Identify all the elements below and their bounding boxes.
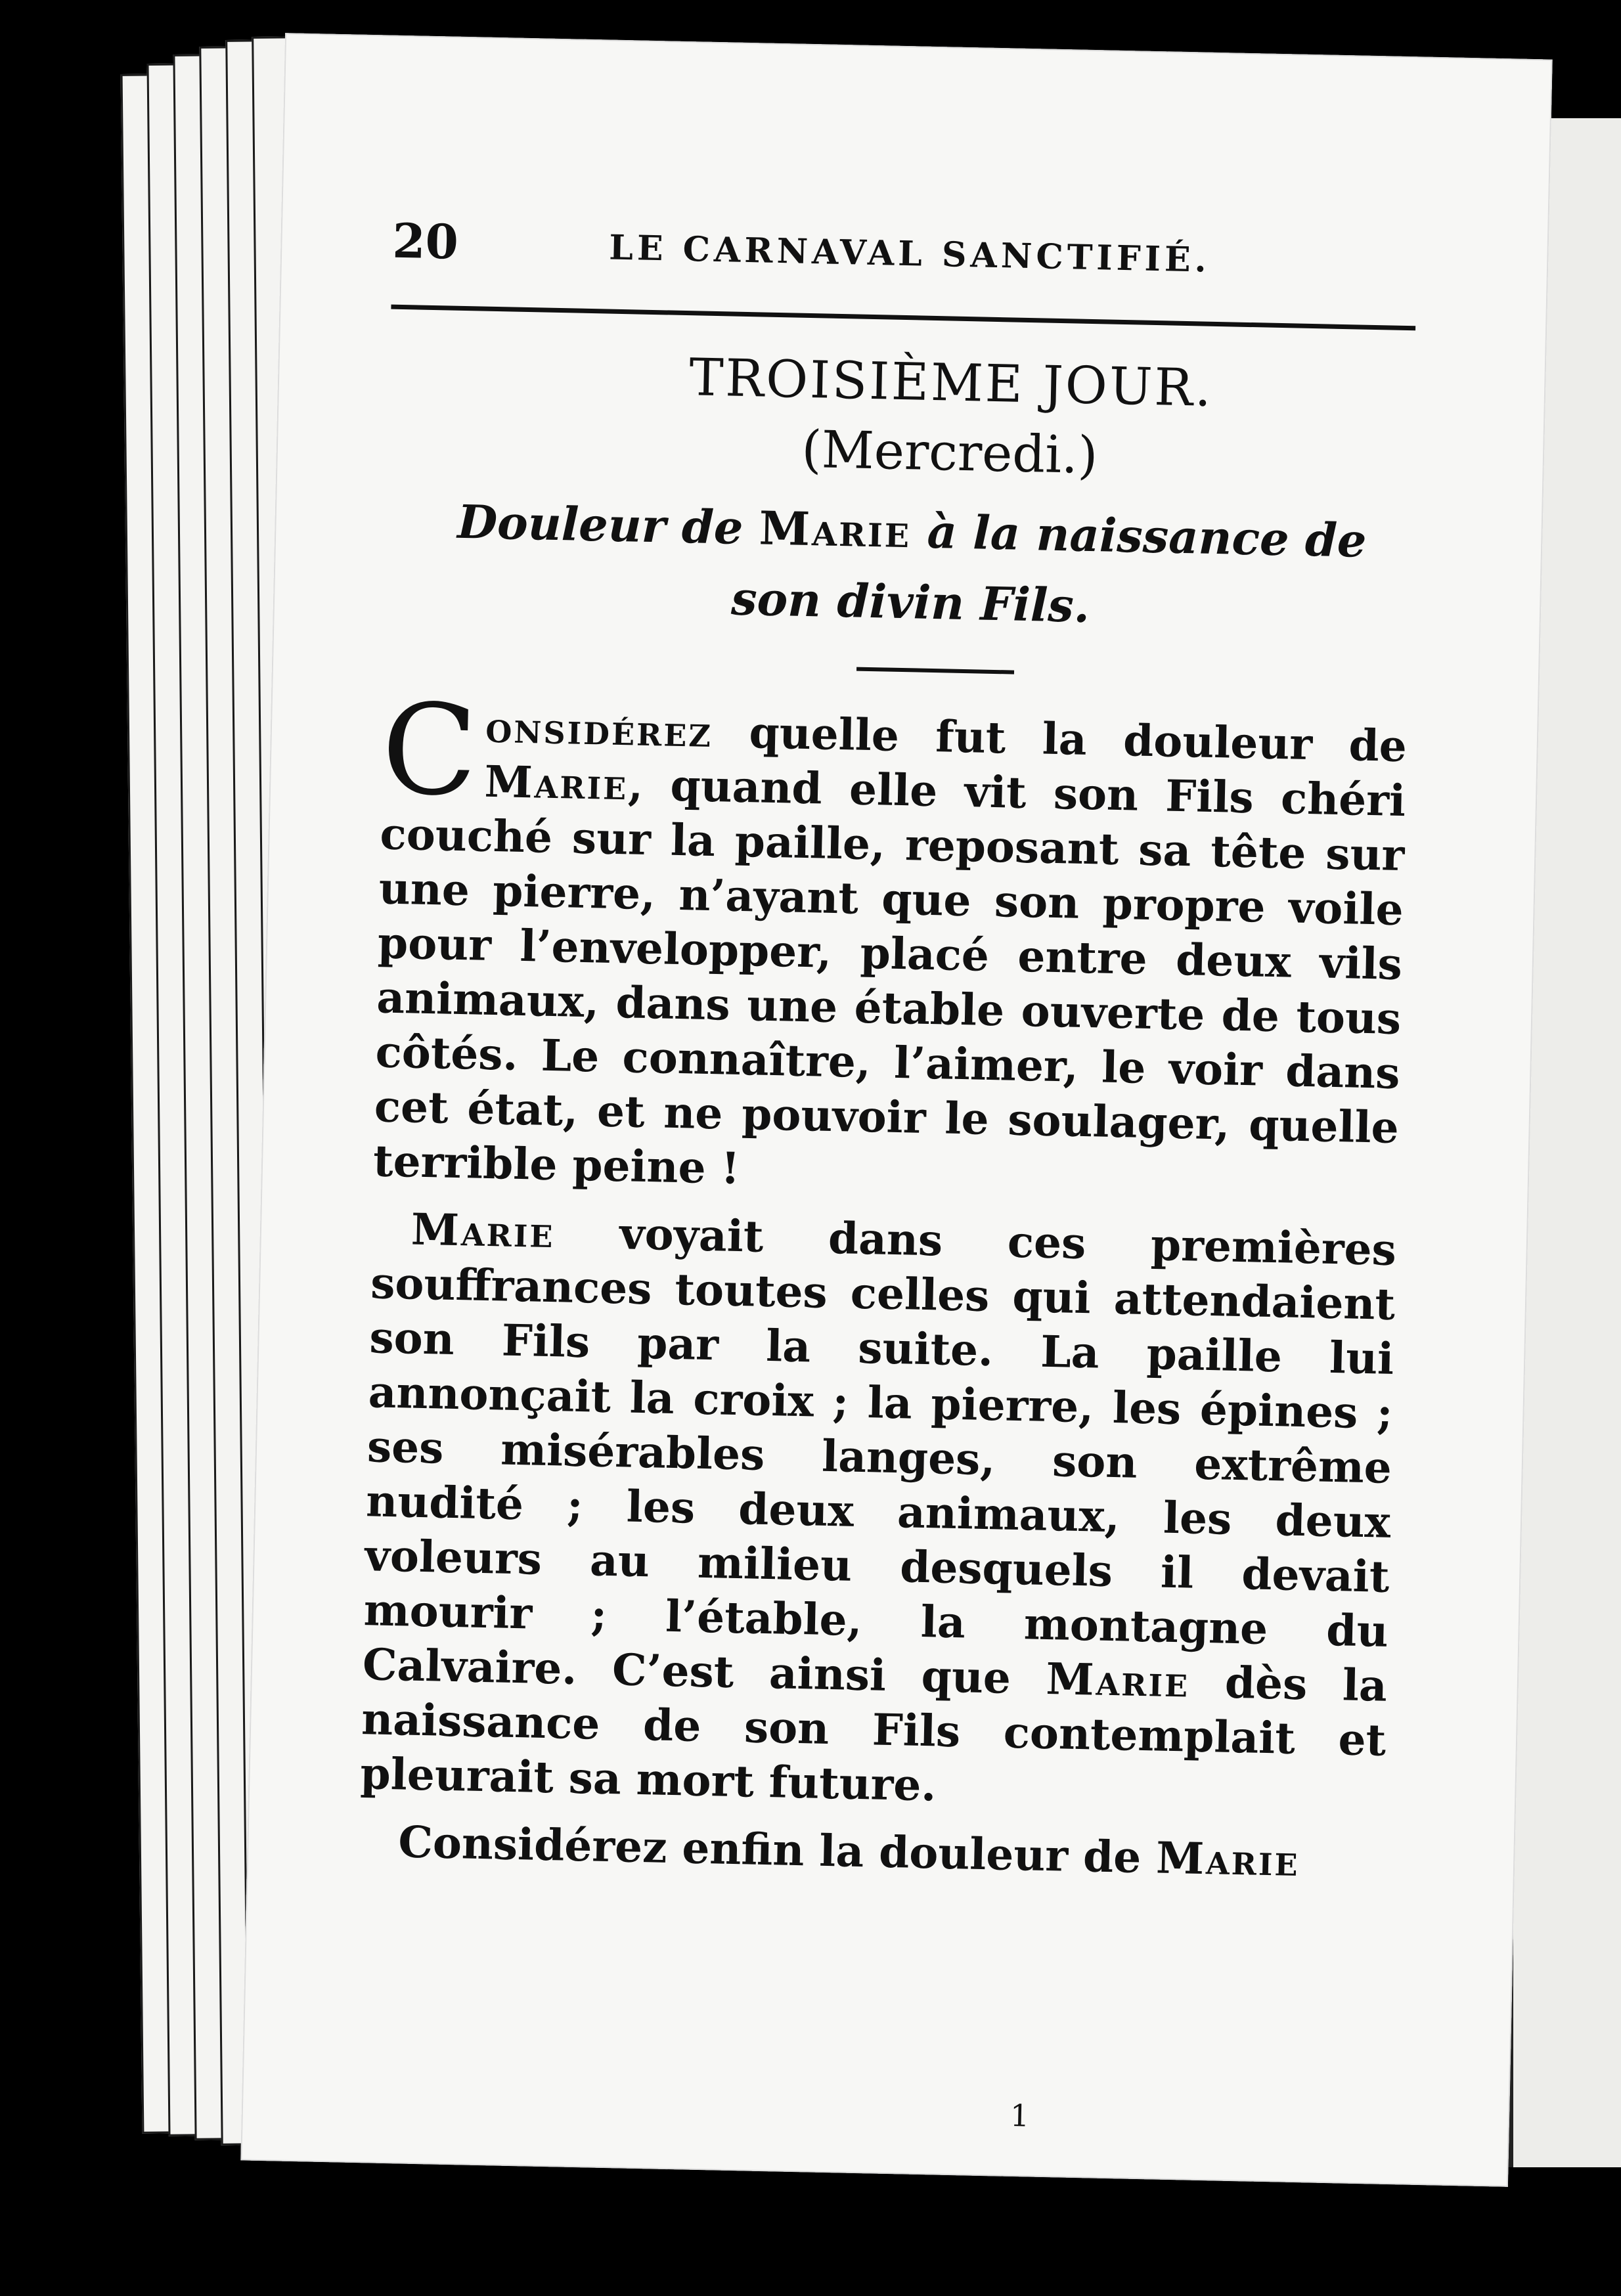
signature-mark: 1	[1010, 2097, 1030, 2134]
paragraph-2	[360, 1201, 1397, 1822]
paragraph-1-name: Marie	[483, 755, 629, 810]
drop-cap: C	[380, 676, 479, 824]
paragraph-1-text-b: , quand elle vit son Fils chéri couché sur la paille, reposant sa tête sur une pierre, n’ayant que son propre voile pour l’envelopper, placé entre deux vils animaux, dans une étable ouverte de tous côtés. Le connaître, l’aimer, le voir dans cet état, et ne pouvoir le soulager, quelle terrible peine !	[372, 759, 1406, 1195]
running-head	[391, 213, 1417, 307]
chapter-title: TROISIÈME JOUR.	[688, 348, 1214, 418]
topic-name: Marie	[758, 500, 912, 559]
running-title: LE CARNAVAL SANCTIFIÉ.	[608, 227, 1211, 280]
paragraph-3-name: Marie	[1155, 1832, 1300, 1887]
paragraph-1	[372, 676, 1408, 1210]
paragraph-3-text: Considérez enfin la douleur de	[397, 1816, 1157, 1884]
paragraph-2-text-b: dès la naissance de son Fils contemplait et pleurait sa mort future.	[359, 1656, 1388, 1811]
book-page	[240, 33, 1552, 2187]
page-number: 20	[391, 212, 459, 270]
section-rule	[856, 667, 1014, 674]
paragraph-1-lead: onsidérez	[485, 701, 713, 758]
paragraph-2-text-a: voyait dans ces premières souffrances toutes celles qui attendaient son Fils par la suite. La paille lui annonçait la croix ; la pierre, les épines ; ses misérables langes, son extrême nudité ; les deux animaux, les deux voleurs au milieu desquels il devait mourir ; l’étable, la montagne du Calvaire. C’est ainsi que	[362, 1206, 1397, 1704]
paragraph-1-text-a: quelle fut la douleur de	[712, 706, 1408, 772]
topic-text-1: Douleur de	[456, 494, 744, 555]
chapter-topic	[384, 485, 1411, 649]
chapter-subtitle: (Mercredi.)	[801, 420, 1099, 486]
paragraph-2-name-2: Marie	[1045, 1652, 1190, 1708]
paragraph-3	[359, 1814, 1384, 1890]
paragraph-2-name: Marie	[411, 1203, 556, 1258]
topic-text-2: à la naissance de son divin Fils.	[730, 504, 1367, 633]
page-content	[359, 213, 1417, 1890]
header-rule	[391, 305, 1415, 331]
